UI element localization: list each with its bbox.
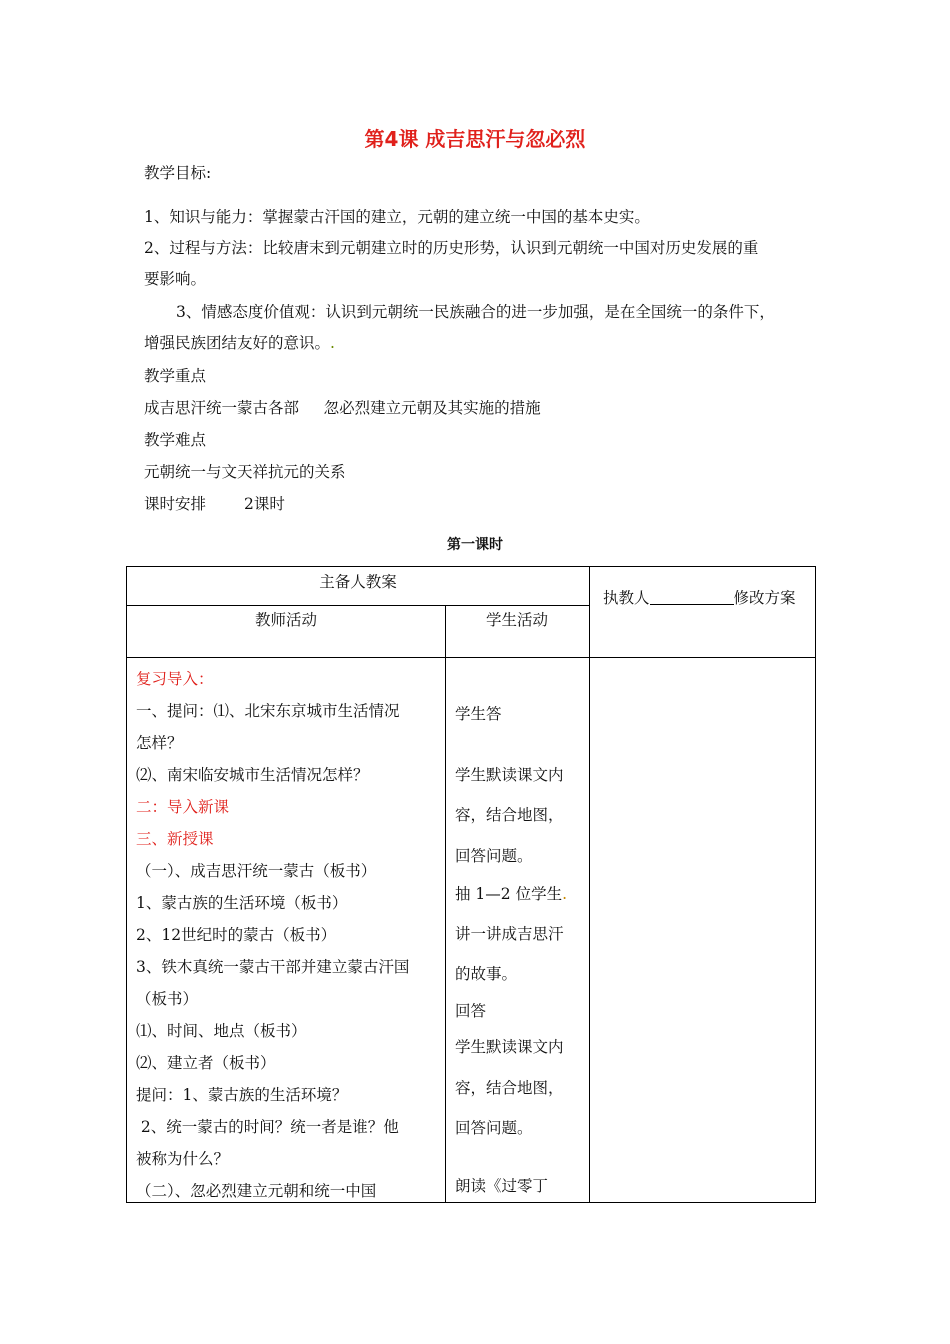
student-line: 抽 1—2 位学生. <box>455 885 568 903</box>
page-title: 第4课 成吉思汗与忽必烈 <box>364 127 586 151</box>
student-line: 回答 <box>455 1002 487 1020</box>
header-main: 主备人教案 <box>319 573 397 591</box>
column-divider <box>445 605 446 1202</box>
objective-line: 1、知识与能力：掌握蒙古汗国的建立，元朝的建立统一中国的基本史实。 <box>144 208 650 226</box>
teacher-line: 3、铁木真统一蒙古干部并建立蒙古汗国 <box>136 958 410 976</box>
student-line: 学生答 <box>455 705 502 723</box>
teacher-line: ⑴、时间、地点（板书） <box>136 1022 307 1040</box>
lesson-subtitle: 第一课时 <box>447 537 503 553</box>
teacher-line: 2、12世纪时的蒙古（板书） <box>136 926 337 944</box>
teacher-line: ⑵、建立者（板书） <box>136 1054 276 1072</box>
difficulty-text: 元朝统一与文天祥抗元的关系 <box>144 463 346 481</box>
student-line: 容，结合地图， <box>455 1079 564 1097</box>
teacher-line: 三、新授课 <box>136 830 214 848</box>
teacher-line: 1、蒙古族的生活环境（板书） <box>136 894 348 912</box>
key-points-text: 成吉思汗统一蒙古各部 忽必烈建立元朝及其实施的措施 <box>144 399 541 417</box>
difficulty-heading: 教学难点 <box>144 431 207 449</box>
teacher-line: （板书） <box>136 990 199 1008</box>
student-line: 讲一讲成吉思汗 <box>455 925 564 943</box>
teacher-line: （二）、忽必烈建立元朝和统一中国 <box>136 1182 377 1200</box>
teacher-line: 复习导入： <box>136 670 214 688</box>
header-right: 执教人 修改方案 <box>603 589 796 607</box>
teacher-line: （一）、成吉思汗统一蒙古（板书） <box>136 862 377 880</box>
objective-line: 2、过程与方法：比较唐末到元朝建立时的历史形势，认识到元朝统一中国对历史发展的重 <box>144 239 759 257</box>
teacher-line: 一、提问：⑴、北宋东京城市生活情况 <box>136 702 400 720</box>
student-line: 容，结合地图， <box>455 806 564 824</box>
objective-line: 3、情感态度价值观：认识到元朝统一民族融合的进一步加强，是在全国统一的条件下， <box>176 303 775 321</box>
teacher-line: 被称为什么？ <box>136 1150 230 1168</box>
student-line: 的故事。 <box>455 965 518 983</box>
objective-line: 要影响。 <box>144 270 207 288</box>
column-divider <box>589 567 590 1202</box>
objectives-heading: 教学目标: <box>144 164 212 182</box>
row-divider <box>127 605 589 606</box>
student-line: 回答问题。 <box>455 1119 533 1137</box>
teacher-line: ⑵、南宋临安城市生活情况怎样？ <box>136 766 369 784</box>
teacher-line: 二：导入新课 <box>136 798 230 816</box>
teacher-name-blank <box>650 588 734 605</box>
lesson-plan-table <box>126 566 816 1203</box>
row-divider <box>127 657 815 658</box>
teacher-line: 2、统一蒙古的时间？统一者是谁？他 <box>136 1118 399 1136</box>
student-line: 回答问题。 <box>455 847 533 865</box>
teacher-line: 提问：1、蒙古族的生活环境？ <box>136 1086 348 1104</box>
key-points-heading: 教学重点 <box>144 367 207 385</box>
schedule-label: 课时安排 <box>144 495 207 513</box>
col-teacher-header: 教师活动 <box>254 611 317 629</box>
teacher-line: 怎样？ <box>136 734 183 752</box>
objective-line: 增强民族团结友好的意识。. <box>144 334 335 352</box>
student-line: 学生默读课文内 <box>455 1038 564 1056</box>
student-line: 学生默读课文内 <box>455 766 564 784</box>
schedule-value: 2课时 <box>244 495 285 513</box>
student-line: 朗读《过零丁 <box>455 1177 549 1195</box>
col-student-header: 学生活动 <box>485 611 548 629</box>
